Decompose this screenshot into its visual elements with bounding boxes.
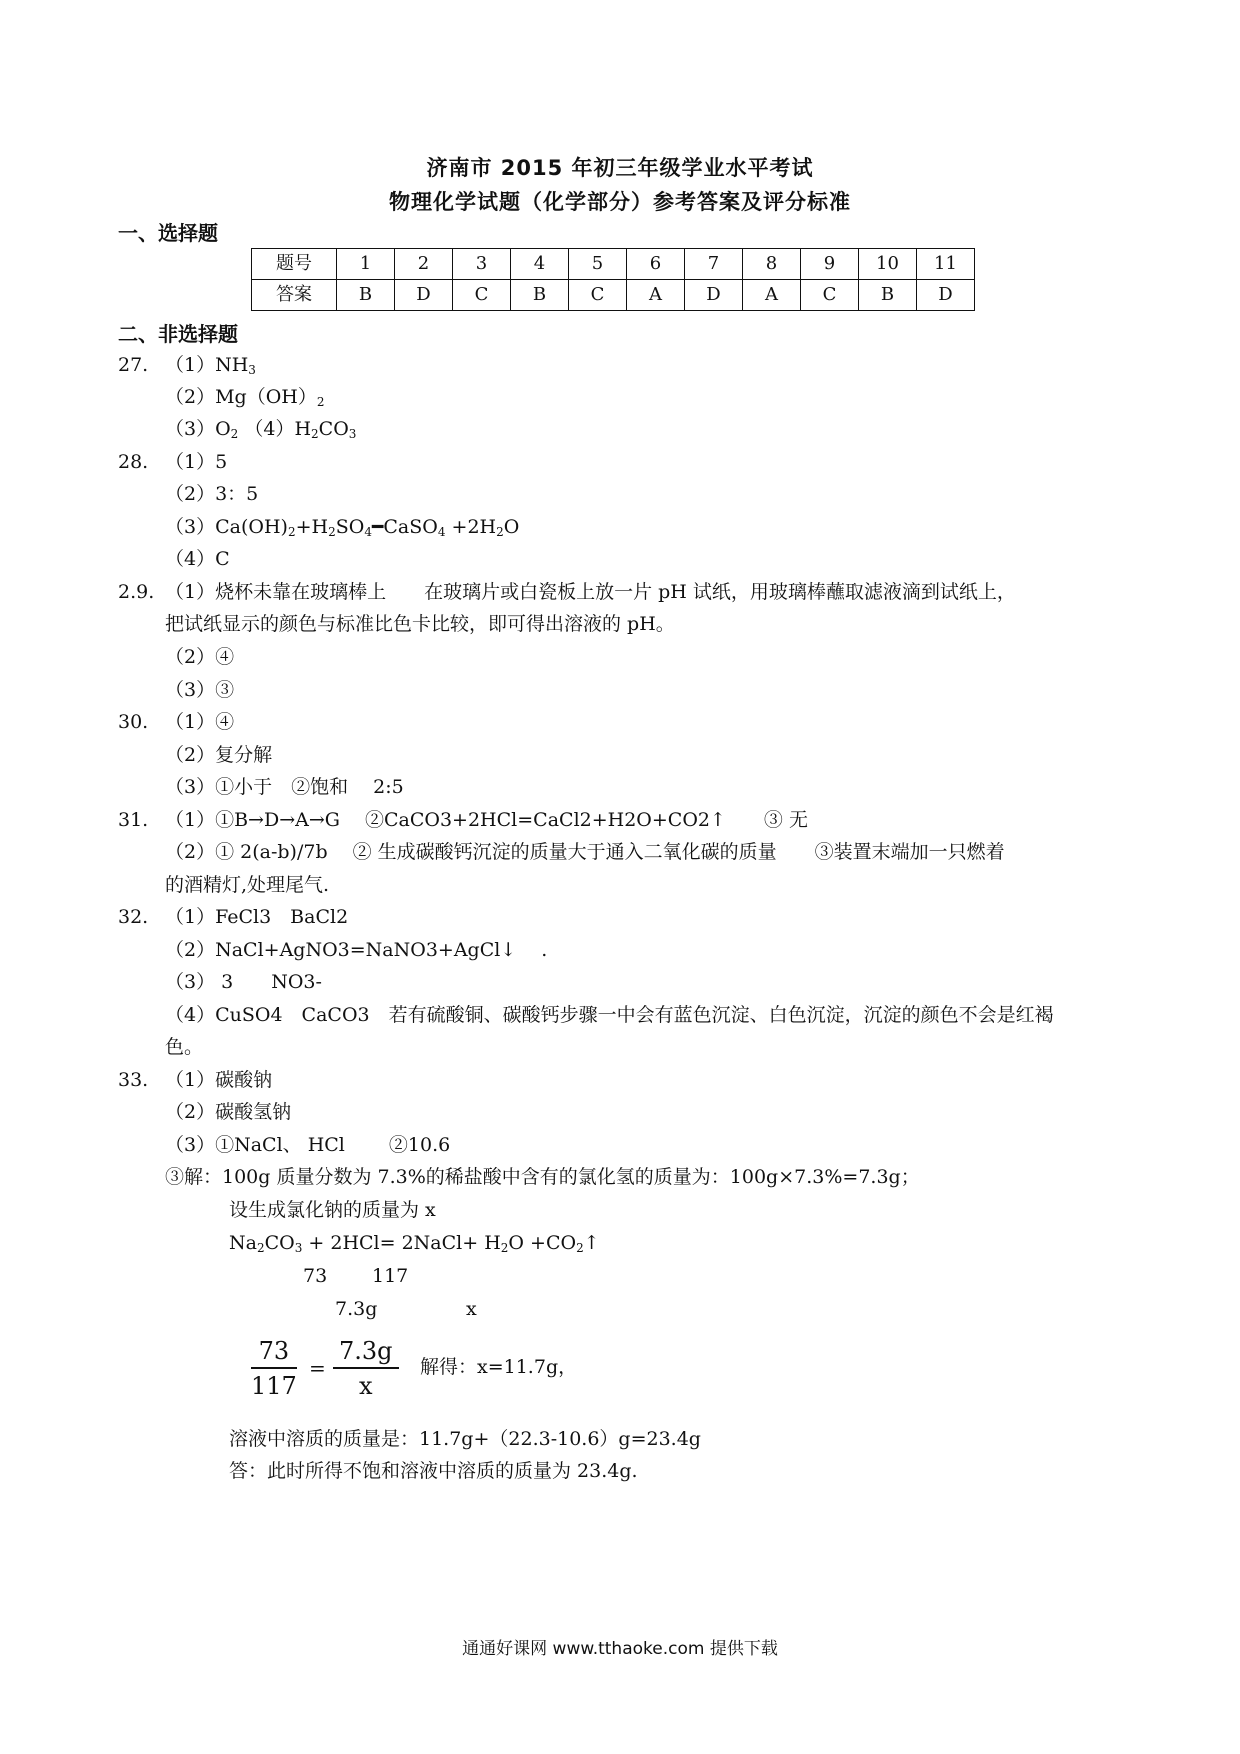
table-cell: 10	[859, 249, 917, 280]
answer-line: （1）④	[165, 711, 235, 733]
molar-mass-hcl: 73	[303, 1265, 328, 1287]
table-header-cell: 答案	[252, 280, 337, 311]
answer-line: $(1)NH_3$	[165, 354, 256, 377]
table-cell: C	[801, 280, 859, 311]
footer-watermark: 通通好课网 www.tthaoke.com 提供下载	[462, 1639, 778, 1659]
table-cell: C	[569, 280, 627, 311]
final-answer-line: 答：此时所得不饱和溶液中溶质的质量为 23.4g.	[229, 1460, 638, 1482]
molar-mass-nacl: 117	[372, 1265, 409, 1287]
answer-line: （1）烧杯未靠在玻璃棒上 在玻璃片或白瓷板上放一片 pH 试纸，用玻璃棒蘸取滤液滴到试纸上，	[165, 581, 1016, 603]
answer-line: （3）①NaCl、 HCl ②10.6	[165, 1134, 451, 1156]
table-row-question-numbers	[252, 249, 975, 280]
question-number: 33.	[118, 1069, 149, 1091]
answer-line: （3） 3 NO3-	[165, 971, 322, 993]
answer-line: （4）CuSO4 CaCO3 若有硫酸铜、碳酸钙步骤一中会有蓝色沉淀、白色沉淀，沉淀的颜色不会是红褐	[165, 1004, 1054, 1026]
table-cell: A	[627, 280, 685, 311]
section-heading-nonchoice: 二、非选择题	[118, 322, 238, 346]
exam-subtitle: 物理化学试题（化学部分）参考答案及评分标准	[389, 190, 851, 214]
question-number: 32.	[118, 906, 149, 928]
fraction-denominator: x	[358, 1372, 373, 1400]
known-mass: 7.3g	[335, 1298, 378, 1320]
table-cell: 2	[395, 249, 453, 280]
table-cell: 5	[569, 249, 627, 280]
table-cell: 6	[627, 249, 685, 280]
answer-line: 把试纸显示的颜色与标准比色卡比较，即可得出溶液的 pH。	[165, 613, 675, 635]
question-number: 2.9.	[118, 581, 155, 603]
table-cell: 8	[743, 249, 801, 280]
answer-line: （2）复分解	[165, 744, 273, 766]
chemical-equation: $Na_2CO_3 + 2HCl=$ 2NaCl+ $H_2O$ $+CO_2↑$	[229, 1232, 600, 1255]
answer-line: （1）FeCl3 BaCl2	[165, 906, 349, 928]
table-cell: 3	[453, 249, 511, 280]
fraction-numerator: 7.3g	[339, 1337, 393, 1365]
answer-line: 的酒精灯,处理尾气.	[165, 874, 330, 896]
question-number: 31.	[118, 809, 149, 831]
answer-line: 色。	[165, 1036, 204, 1058]
solve-result: 解得：x=11.7g，	[420, 1356, 578, 1378]
answer-line: （1）5	[165, 451, 228, 473]
answer-line: （2）3：5	[165, 483, 259, 505]
table-cell: 4	[511, 249, 569, 280]
table-cell: 11	[917, 249, 975, 280]
table-cell: C	[453, 280, 511, 311]
solution-line: 设生成氯化钠的质量为 x	[229, 1199, 436, 1221]
exam-title: 济南市 2015 年初三年级学业水平考试	[426, 156, 814, 180]
unknown-mass: x	[466, 1298, 477, 1320]
question-number: 28.	[118, 451, 149, 473]
table-row-answers	[252, 280, 975, 311]
table-header-cell: 题号	[252, 249, 337, 280]
answer-line: $(3)O_2$ $(4)H_2CO_3$	[165, 418, 357, 441]
answer-line: （2）① 2(a-b)/7b ② 生成碳酸钙沉淀的质量大于通入二氧化碳的质量 ③装置末端加一只燃着	[165, 841, 1005, 863]
section-heading-choice: 一、选择题	[118, 221, 218, 245]
ratio-fraction-right	[333, 1335, 399, 1403]
table-cell: D	[917, 280, 975, 311]
fraction-numerator: 73	[258, 1337, 290, 1365]
table-cell: D	[685, 280, 743, 311]
choice-answer-table	[251, 248, 975, 311]
question-number: 30.	[118, 711, 149, 733]
answer-line: （4）C	[165, 548, 230, 570]
table-cell: A	[743, 280, 801, 311]
solution-line: ③解：100g 质量分数为 7.3%的稀盐酸中含有的氯化氢的质量为：100g×7.3%=7.3g；	[165, 1166, 920, 1188]
equals-sign: =	[309, 1356, 326, 1380]
answer-line: $(3)Ca(OH)_2+H_2SO_4━CaSO_4 +2H_2O$	[165, 516, 520, 539]
ratio-fraction-left	[251, 1335, 297, 1403]
question-number: 27.	[118, 354, 149, 376]
table-cell: 9	[801, 249, 859, 280]
answer-line: （3）③	[165, 679, 235, 701]
solution-line: 溶液中溶质的质量是：11.7g+（22.3-10.6）g=23.4g	[229, 1428, 701, 1450]
answer-line: （2）④	[165, 646, 235, 668]
table-cell: B	[511, 280, 569, 311]
answer-line: （2）NaCl+AgNO3=NaNO3+AgCl↓ .	[165, 939, 548, 961]
answer-line: （3）①小于 ②饱和 2:5	[165, 776, 404, 798]
table-cell: 7	[685, 249, 743, 280]
table-cell: 1	[337, 249, 395, 280]
fraction-denominator: 117	[251, 1372, 297, 1400]
answer-line: （1）碳酸钠	[165, 1069, 273, 1091]
answer-line: $(2)Mg(OH)_2$	[165, 386, 325, 409]
table-cell: B	[859, 280, 917, 311]
answer-line: （1）①B→D→A→G ②CaCO3+2HCl=CaCl2+H2O+CO2↑ ③ 无	[165, 809, 808, 831]
table-cell: D	[395, 280, 453, 311]
table-cell: B	[337, 280, 395, 311]
answer-line: （2）碳酸氢钠	[165, 1101, 292, 1123]
